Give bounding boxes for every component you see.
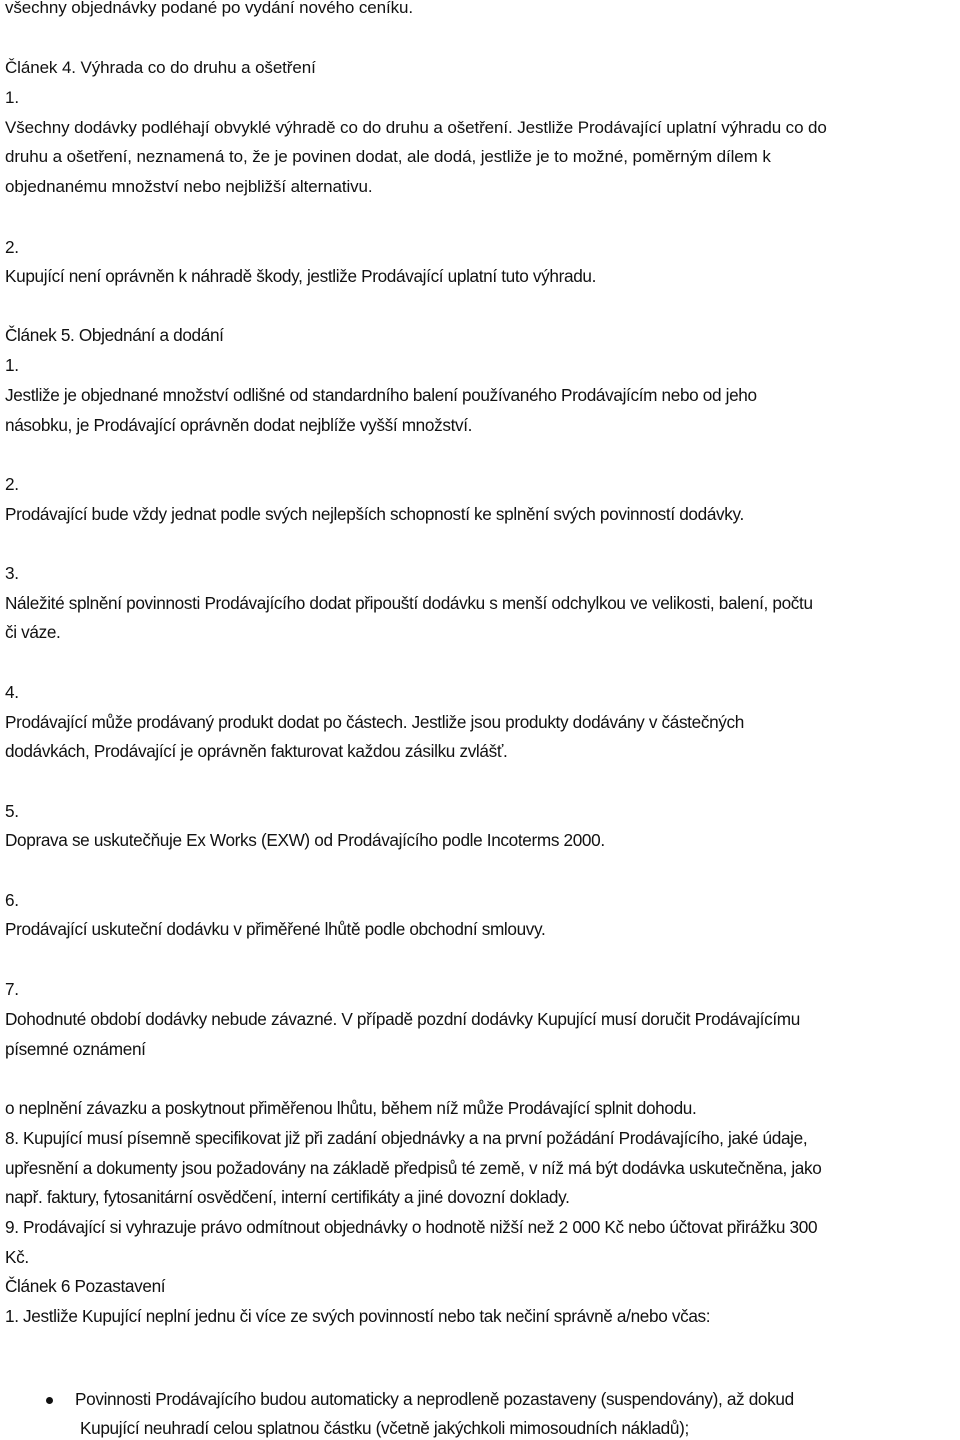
bullet-dot-icon <box>46 1397 53 1404</box>
text-line: násobku, je Prodávající oprávněn dodat nejblíže vyšší množství. <box>5 415 473 435</box>
text-line: 1. Jestliže Kupující neplní jednu či více ze svých povinností nebo tak nečiní správně a/nebo včas: <box>5 1306 711 1326</box>
clause-number: 3. <box>5 563 19 583</box>
text-line: upřesnění a dokumenty jsou požadovány na základě předpisů té země, v níž má být dodávka uskutečněna, jako <box>5 1158 822 1178</box>
text-line: 8. Kupující musí písemně specifikovat již při zadání objednávky a na první požádání Prodávajícího, jaké údaje, <box>5 1128 808 1148</box>
clause-number: 7. <box>5 979 19 999</box>
text-line: Všechny dodávky podléhají obvyklé výhradě co do druhu a ošetření. Jestliže Prodávající uplatní výhradu co do <box>5 118 827 137</box>
text-line: Náležité splnění povinnosti Prodávajícího dodat připouští dodávku s menší odchylkou ve velikosti, balení, počtu <box>5 593 813 613</box>
article-heading: Článek 6 Pozastavení <box>5 1276 166 1296</box>
text-line: o neplnění závazku a poskytnout přiměřenou lhůtu, během níž může Prodávající splnit dohodu. <box>5 1098 697 1118</box>
bullet-item-line: Povinnosti Prodávajícího budou automaticky a neprodleně pozastaveny (suspendovány), až dokud <box>75 1389 794 1409</box>
article-heading: Článek 5. Objednání a dodání <box>5 325 224 345</box>
clause-number: 6. <box>5 890 19 910</box>
clause-number: 4. <box>5 682 19 702</box>
text-line: či váze. <box>5 622 61 642</box>
text-line: objednanému množství nebo nejbližší alternativu. <box>5 177 373 196</box>
text-line: Kupující není oprávněn k náhradě škody, jestliže Prodávající uplatní tuto výhradu. <box>5 266 597 286</box>
text-line: Doprava se uskutečňuje Ex Works (EXW) od Prodávajícího podle Incoterms 2000. <box>5 830 605 850</box>
text-line: všechny objednávky podané po vydání nového ceníku. <box>5 0 414 17</box>
text-line: 9. Prodávající si vyhrazuje právo odmítnout objednávky o hodnotě nižší než 2 000 Kč nebo účtovat přirážku 300 <box>5 1217 818 1237</box>
bullet-item-line: Kupující neuhradí celou splatnou částku (včetně jakýchkoli mimosoudních nákladů); <box>80 1418 689 1438</box>
clause-number: 2. <box>5 474 19 494</box>
text-line: druhu a ošetření, neznamená to, že je povinen dodat, ale dodá, jestliže je to možné, poměrným dílem k <box>5 147 771 166</box>
text-line: Kč. <box>5 1247 29 1267</box>
text-line: Dohodnuté období dodávky nebude závazné. V případě pozdní dodávky Kupující musí doručit Prodávajícímu <box>5 1009 800 1029</box>
text-line: např. faktury, fytosanitární osvědčení, interní certifikáty a jiné dovozní doklady. <box>5 1187 570 1207</box>
text-line: Prodávající uskuteční dodávku v přiměřené lhůtě podle obchodní smlouvy. <box>5 919 546 939</box>
text-line: Jestliže je objednané množství odlišné od standardního balení používaného Prodávajícím nebo od jeho <box>5 385 757 405</box>
clause-number: 2. <box>5 237 19 257</box>
text-line: písemné oznámení <box>5 1039 146 1059</box>
clause-number: 5. <box>5 801 19 821</box>
clause-number: 1. <box>5 355 19 375</box>
text-line: Prodávající může prodávaný produkt dodat po částech. Jestliže jsou produkty dodávány v částečných <box>5 712 744 732</box>
text-line: dodávkách, Prodávající je oprávněn fakturovat každou zásilku zvlášť. <box>5 741 508 761</box>
clause-number: 1. <box>5 88 19 107</box>
text-line: Prodávající bude vždy jednat podle svých nejlepších schopností ke splnění svých povinností dodávky. <box>5 504 744 524</box>
article-heading: Článek 4. Výhrada co do druhu a ošetření <box>5 58 316 77</box>
